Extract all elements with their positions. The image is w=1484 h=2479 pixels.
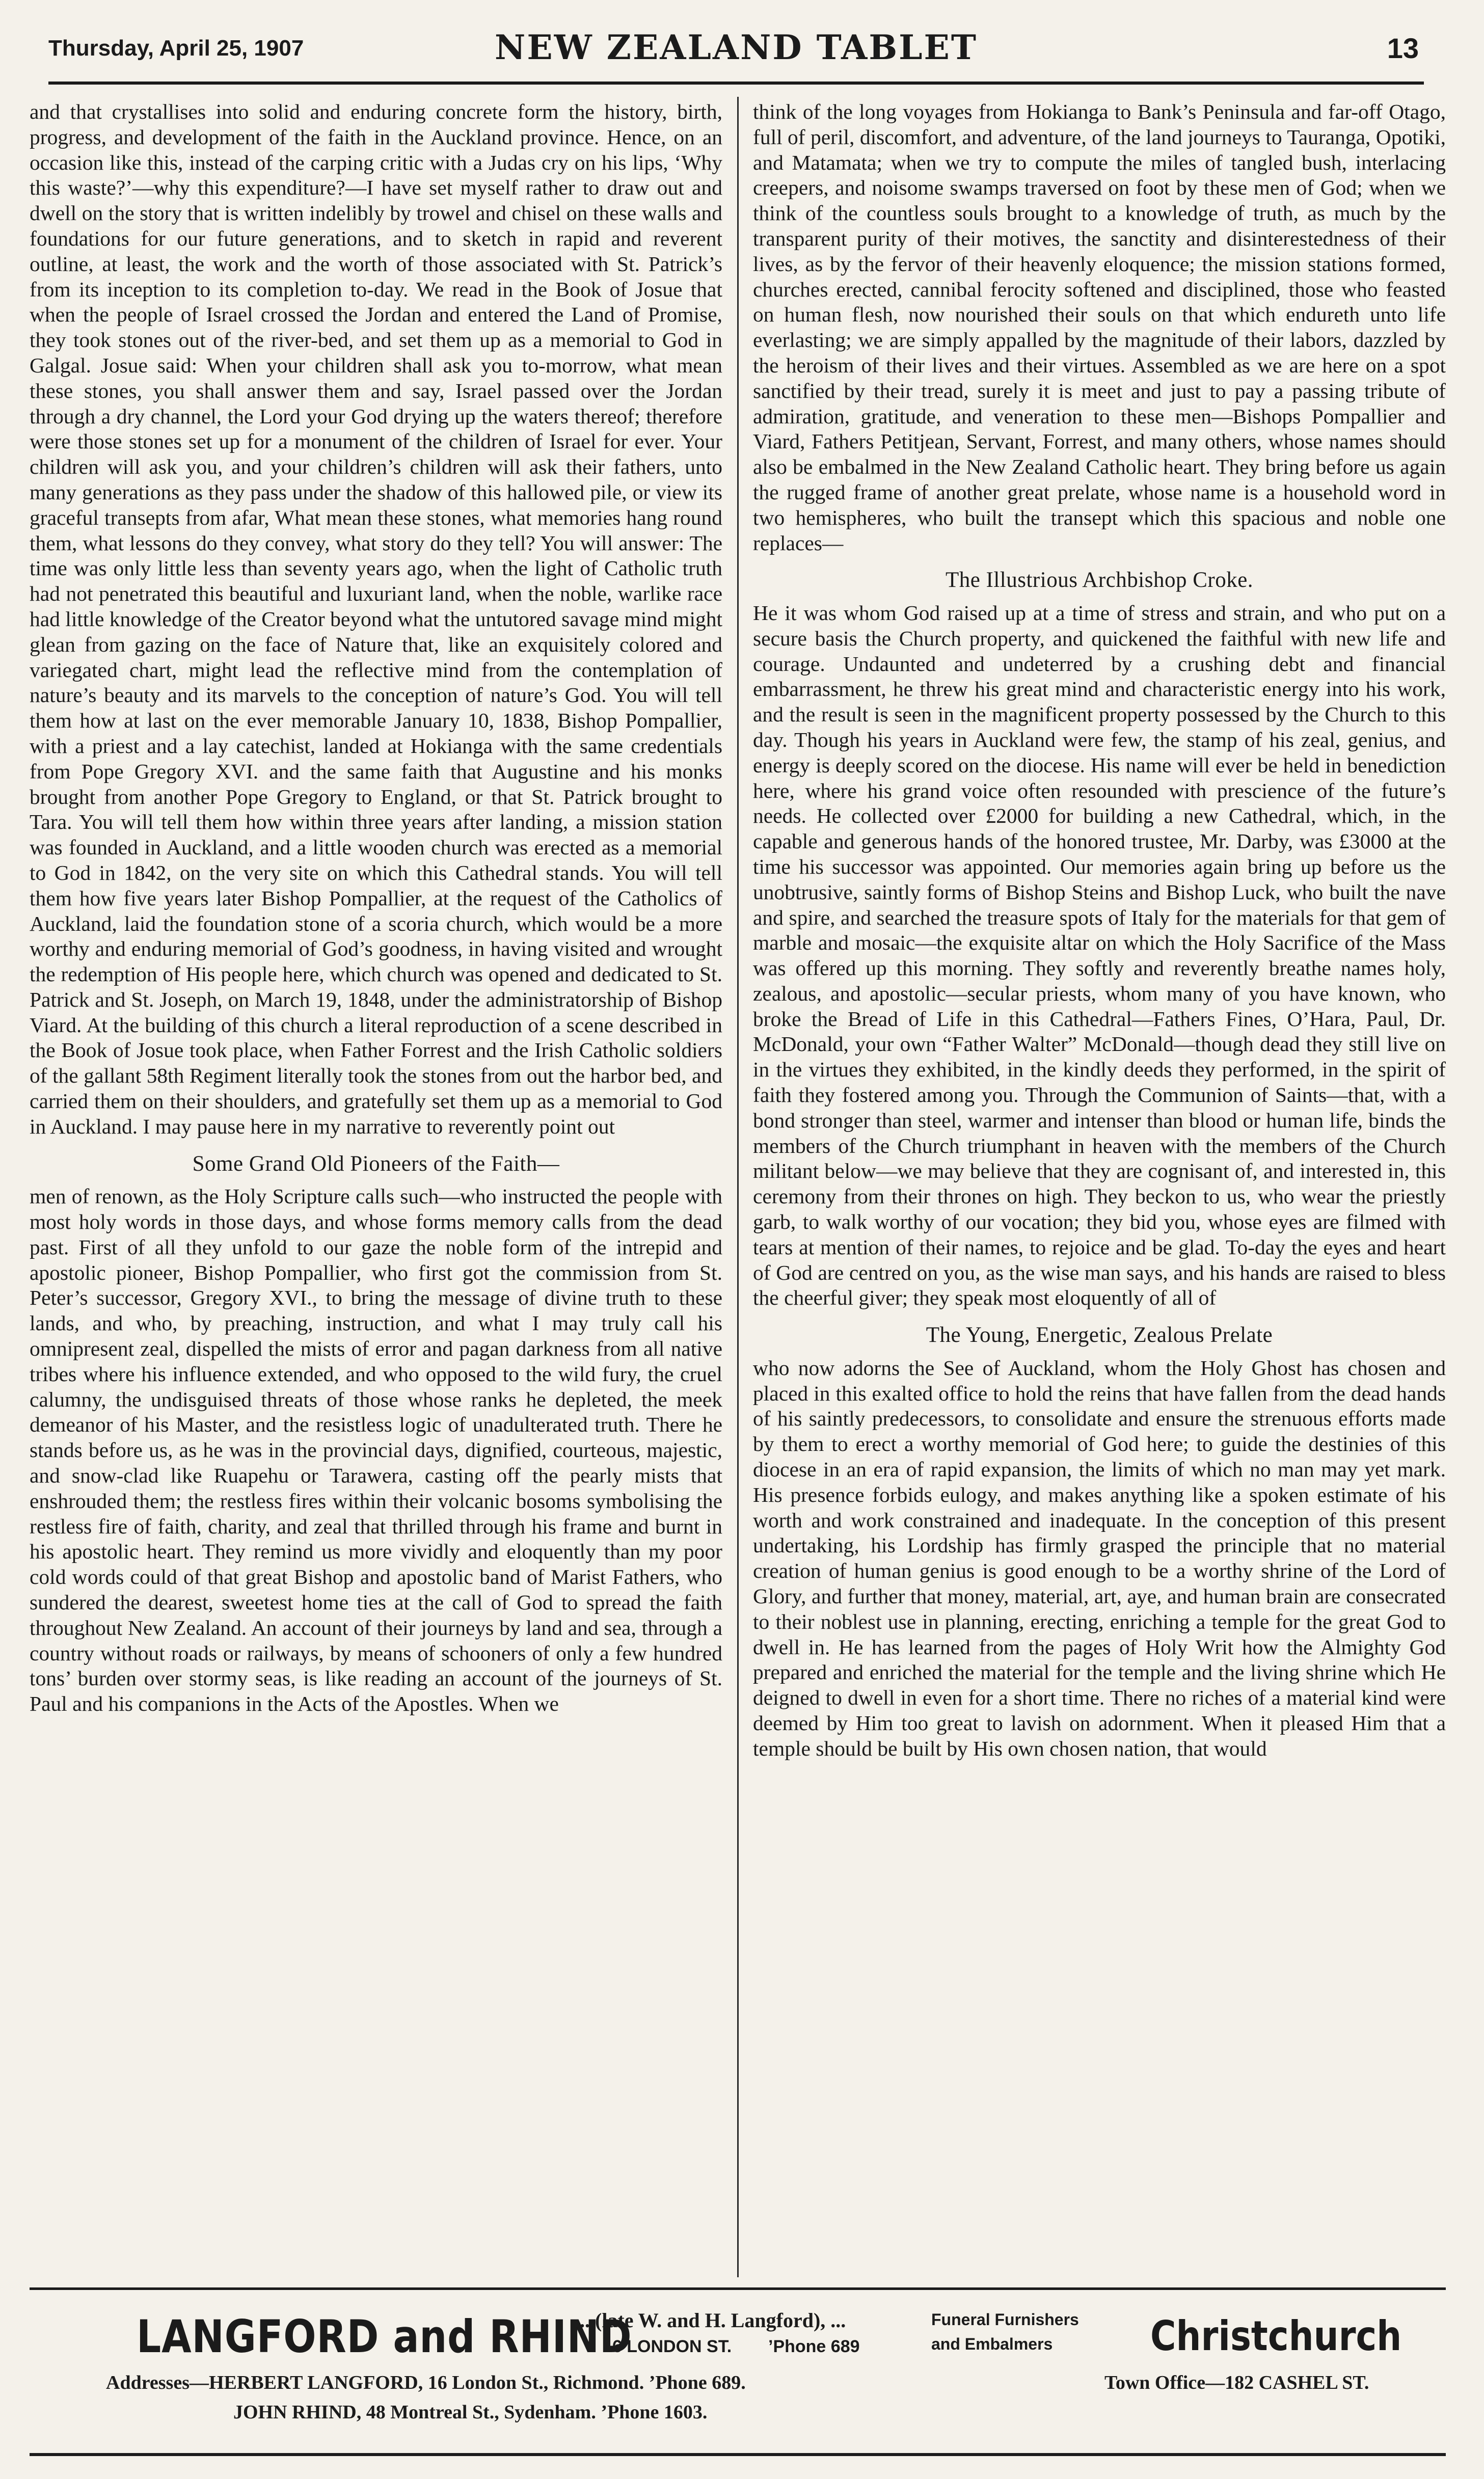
ad-addresses-line-1: Addresses—HERBERT LANGFORD, 16 London St., Richmond. ’Phone 689.	[106, 2372, 746, 2393]
right-paragraph-3: who now adorns the See of Auckland, whom the Holy Ghost has chosen and placed in this exalted office to hold the reins that have fallen from the dead hands of his saintly predecessors, to consolidate and ensure the strenuous efforts made by them to erect a worthy memorial of God here; to guide the destinies of this diocese in an era of rapid expansion, the limits of which no man may yet mark. His presence forbids eulogy, and makes anything like a spoken estimate of his worth and work constrained and inadequate. In the conception of this present undertaking, his Lordship has firmly grasped the principle that no material creation of human genius is good enough to be a worthy shrine of the Lord of Glory, and further that money, material, art, aye, and human brain are consecrated to their noblest use in planning, erecting, enriching a temple for the great God to dwell in. He has learned from the pages of Holy Writ how the Almighty God prepared and enriched the material for the temple and the living shrine which He deigned to dwell in even for a short time. There no riches of a material kind were deemed by Him too great to lavish on adornment. When it pleased Him that a temple should be built by His own chosen nation, that would	[753, 1356, 1446, 1760]
ad-firm-name: LANGFORD and RHIND	[137, 2310, 632, 2363]
left-paragraph-2: men of renown, as the Holy Scripture calls such—who instructed the people with most holy words in those days, and whose forms memory calls from the dead past. First of all they unfold to our gaze the noble form of the intrepid and apostolic pioneer, Bishop Pompallier, who first got the commission from St. Peter’s successor, Gregory XVI., to bring the message of divine truth to these lands, and who, by preaching, instruction, and what I may truly call his omnipresent zeal, dispelled the mists of error and pagan darkness from all native tribes where his influence extended, and who opposed to the wild fury, the cruel calumny, the undisguised threats of those whose ranks he depleted, the meek demeanor of his Master, and the resistless logic of unadulterated truth. There he stands before us, as he was in the provincial days, dignified, courteous, majestic, and snow-clad like Ruapehu or Tarawera, casting off the pearly mists that enshrouded them; the restless fires within their volcanic bosoms symbolising the restless fire of faith, charity, and zeal that thrilled through his frame and burnt in his apostolic heart. They remind us more vividly and eloquently than my poor cold words could of that great Bishop and apostolic band of Marist Fathers, who sundered the dearest, sweetest home ties at the call of God to spread the faith throughout New Zealand. An account of their journeys by land and sea, through a country without roads or railways, by means of schooners of only a few hundred tons’ burden over stormy seas, is like reading an account of the journeys of St. Paul and his companions in the Acts of the Apostles. When we	[30, 1184, 722, 1716]
right-subheading-prelate: The Young, Energetic, Zealous Prelate	[926, 1323, 1273, 1348]
ad-funeral-line-2: and Embalmers	[931, 2335, 1053, 2353]
column-divider	[737, 97, 739, 2277]
right-paragraph-1: think of the long voyages from Hokianga to Bank’s Peninsula and far-off Otago, full of peril, discomfort, and adventure, of the land journeys to Tauranga, Opotiki, and Matamata; when we try to compute the miles of tangled bush, interlacing creepers, and noisome swamps traversed on foot by these men of God; when we think of the countless souls brought to a knowledge of truth, as much by the transparent purity of their motives, the sanctity and disinterestedness of their lives, as by the fervor of their heavenly eloquence; the mission stations formed, churches erected, cannibal ferocity softened and disciplined, those who feasted on human flesh, now nourished their souls on that which endureth unto life everlasting; we are simply appalled by the magnitude of their labors, dazzled by the heroism of their lives and their virtues. Assembled as we are here on a spot sanctified by their tread, surely it is meet and just to pay a passing tribute of admiration, gratitude, and veneration to these men—Bishops Pompallier and Viard, Fathers Petitjean, Servant, Forrest, and many others, whose names should also be embalmed in the New Zealand Catholic heart. They bring before us again the rugged frame of another great prelate, whose name is a household word in two hemispheres, who built the transept which this spacious and noble one replaces—	[753, 100, 1446, 555]
ad-funeral-line-1: Funeral Furnishers	[931, 2310, 1079, 2329]
ad-address: 16 LONDON ST.	[603, 2337, 732, 2356]
right-subheading-croke: The Illustrious Archbishop Croke.	[945, 568, 1254, 592]
ad-city: Christchurch	[1150, 2312, 1402, 2360]
left-subheading-pioneers: Some Grand Old Pioneers of the Faith—	[192, 1151, 560, 1176]
ad-phone: ’Phone 689	[768, 2337, 860, 2356]
left-paragraph-1: and that crystallises into solid and enduring concrete form the history, birth, progress, and development of the faith in the Auckland province. Hence, on an occasion like this, instead of the carping critic with a Judas cry on his lips, ‘Why this waste?’—why this expenditure?—I have set myself rather to draw out and dwell on the story that is written indelibly by trowel and chisel on these walls and foundations for our future generations, and to sketch in rapid and reverent outline, at least, the work and the worth of those associated with St. Patrick’s from its inception to its completion to-day. We read in the Book of Josue that when the people of Israel crossed the Jordan and entered the Land of Promise, they took stones out of the river-bed, and set them up as a memorial to God in Galgal. Josue said: When your children shall ask you to-morrow, what mean these stones, you shall answer them and say, Israel passed over the Jordan through a dry channel, the Lord your God drying up the waters thereof; therefore were those stones set up for a monument of the children of Israel for ever. Your children will ask you, and your children’s children will ask their fathers, unto many generations as they pass under the shadow of this hallowed pile, or view its graceful transepts from afar, What mean these stones, what memories hang round them, what lessons do they convey, what story do they tell? You will answer: The time was only little less than seventy years ago, when the light of Catholic truth had not penetrated this beautiful and luxuriant land, when the noble, warlike race had little knowledge of the Creator beyond what the untutored savage mind might glean from gazing on the face of Nature that, like an exquisitely colored and variegated chart, might lead the reflective mind from the contemplation of nature’s beauty and its marvels to the conception of nature’s God. You will tell them how at last on the ever memorable January 10, 1838, Bishop Pompallier, with a priest and a lay catechist, landed at Hokianga with the same credentials from Pope Gregory XVI. and the same faith that Augustine and his monks brought from another Pope Gregory to England, or that St. Patrick brought to Tara. You will tell them how within three years after landing, a mission station was founded in Auckland, and a little wooden church was erected as a memorial to God in 1842, on the very site on which this Cathedral stands. You will tell them how five years later Bishop Pompallier, at the request of the Catholics of Auckland, laid the foundation stone of a scoria church, which would be a more worthy and enduring memorial of God’s goodness, in having visited and wrought the redemption of His people here, which church was opened and dedicated to St. Patrick and St. Joseph, on March 19, 1848, under the administratorship of Bishop Viard. At the building of this church a literal reproduction of a scene described in the Book of Josue took place, when Father Forrest and the Irish Catholic soldiers of the gallant 58th Regiment literally took the stones from out the harbor bed, and carried them on their shoulders, and gratefully set them up as a memorial to God in Auckland. I may pause here in my narrative to reverently point out	[30, 100, 722, 1138]
right-paragraph-2: He it was whom God raised up at a time of stress and strain, and who put on a secure basis the Church property, and quickened the faithful with new life and courage. Undaunted and undeterred by a crushing debt and financial embarrassment, he threw his great mind and characteristic energy into his work, and the result is seen in the magnificent property possessed by the Church to this day. Though his years in Auckland were few, the stamp of his zeal, genius, and energy is deeply scored on the diocese. His name will ever be held in benediction here, where his grand voice often resounded with prescience of the future’s needs. He collected over £2000 for building a new Cathedral, which, in the capable and generous hands of the honored trustee, Mr. Darby, was £3000 at the time his successor was appointed. Our memories again bring up before us the unobtrusive, saintly forms of Bishop Steins and Bishop Luck, who built the nave and spire, and searched the treasure spots of Italy for the materials for that gem of marble and mosaic—the exquisite altar on which the Holy Sacrifice of the Mass was offered up this morning. They softly and reverently breathe names holy, zealous, and apostolic—secular priests, whom many of you have known, who broke the Bread of Life in this Cathedral—Fathers Fines, O’Hara, Paul, Dr. McDonald, your own “Father Walter” McDonald—though dead they still live on in the virtues they exhibited, in the kindly deeds they performed, in the spirit of faith they fostered among you. Through the Communion of Saints—that, with a bond stronger than steel, warmer and intenser than blood or human life, binds the members of the Church triumphant in heaven with the members of the Church militant below—we may believe that they are cognisant of, and interested in, this ceremony from their thrones on high. They beckon to us, who wear the priestly garb, to walk worthy of our vocation; they bid you, whose eyes are filmed with tears at mention of their names, to rejoice and be glad. To-day the eyes and heart of God are centred on you, as the wise man says, and his hands are raised to bless the cheerful giver; they speak most eloquently of all of	[753, 601, 1446, 1310]
left-column	[30, 99, 722, 2275]
issue-date: Thursday, April 25, 1907	[48, 36, 304, 61]
ad-addresses-line-2: JOHN RHIND, 48 Montreal St., Sydenham. ’Phone 1603.	[233, 2402, 708, 2423]
newspaper-title: NEW ZEALAND TABLET	[495, 28, 978, 67]
ad-late-note: ... (late W. and H. Langford), ...	[575, 2309, 846, 2332]
right-column	[753, 99, 1446, 2275]
advertisement	[30, 2287, 1446, 2456]
ad-town-office: Town Office—182 CASHEL ST.	[1104, 2372, 1369, 2393]
page-number: 13	[1387, 32, 1419, 64]
masthead	[48, 20, 1424, 85]
